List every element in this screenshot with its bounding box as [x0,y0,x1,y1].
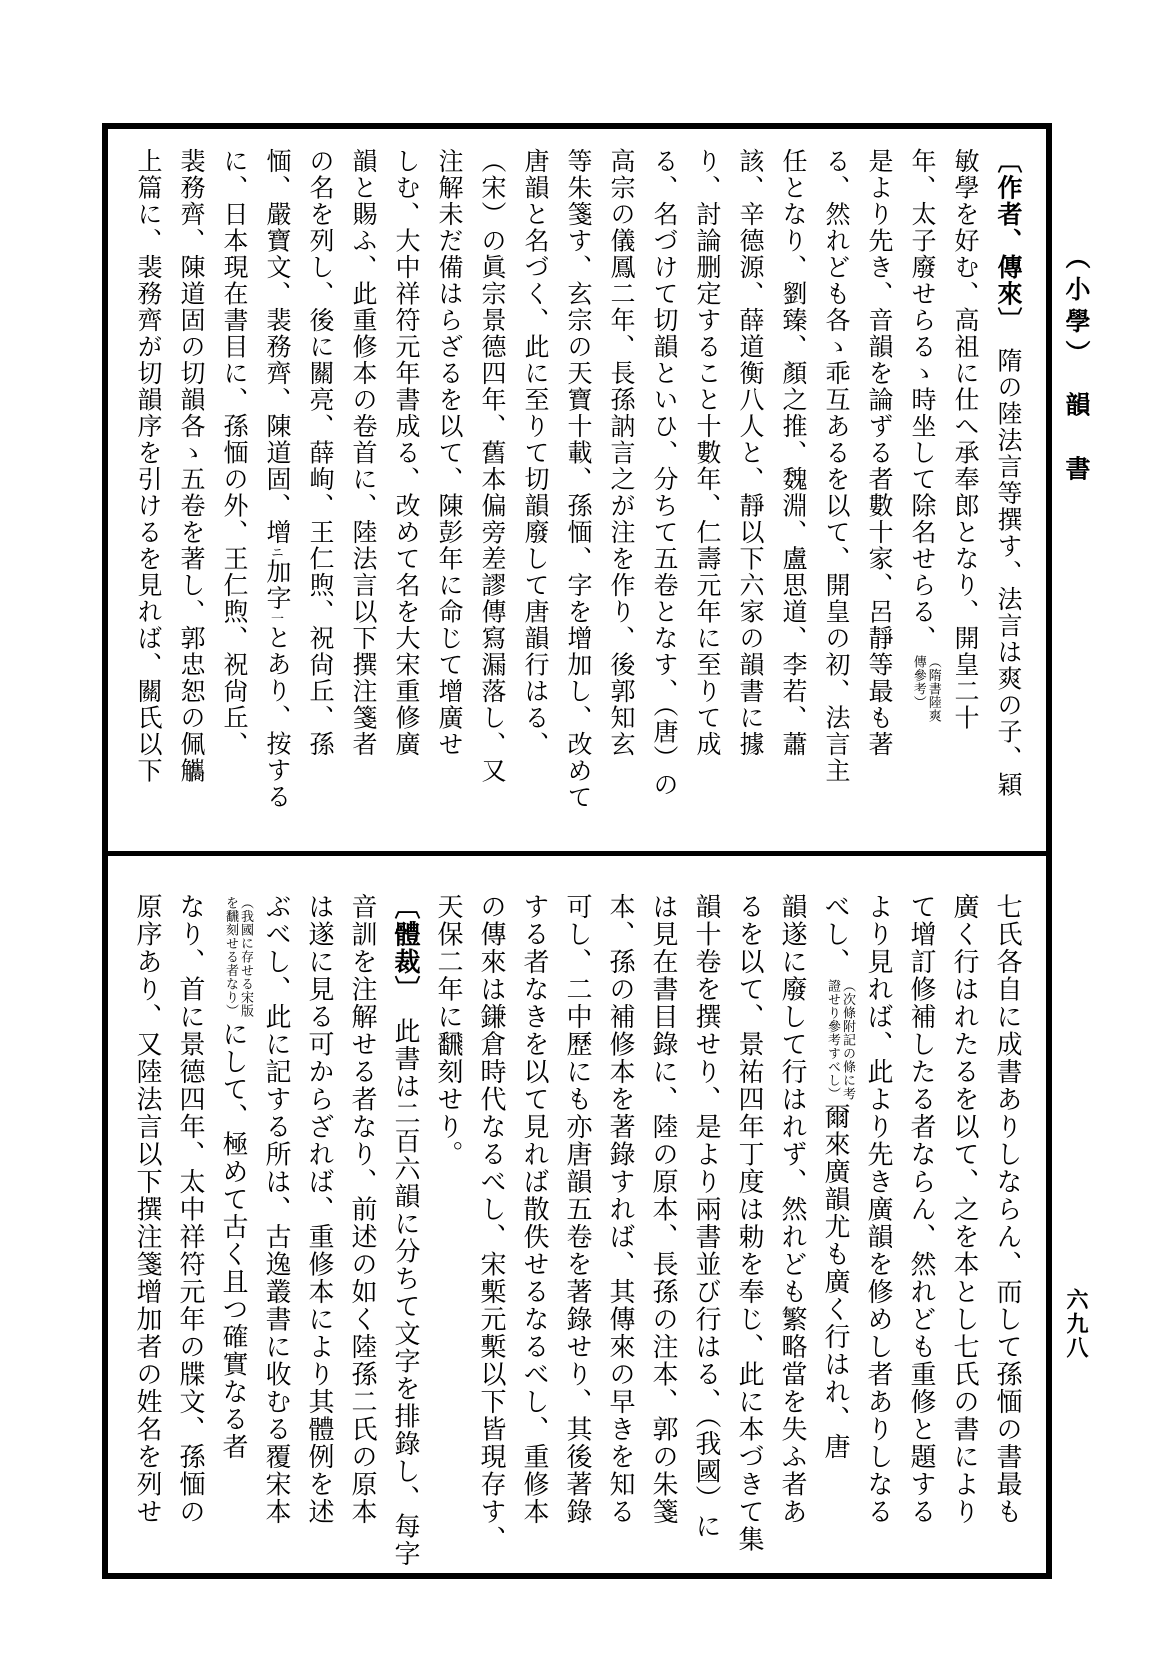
text-column: 原序あり、又陸法言以下撰注箋增加者の姓名を列せ [133,893,162,1526]
inline-annotation: （隋書陸爽 傳參考） [911,654,942,722]
text-column: は見在書目錄に、陸の原本、長孫の注本、郭の朱箋 [649,893,678,1526]
text-column: て增訂修補したる者ならん、然れども重修と題する [907,893,936,1526]
text-column: の傳來は鎌倉時代なるべし、宋槧元槧以下皆現存す、 [477,893,506,1553]
inline-annotation: （我國に存せる宋版 を飜刻せる者なり） [223,896,254,1018]
text-column: ぶべし、此に記する所は、古逸叢書に收むる覆宋本 [262,893,291,1526]
section-divider [108,851,1046,856]
text-column: 注解未だ備はらざるを以て、陳彭年に命じて增廣せ [435,148,462,758]
kanbun-mark: 一 [269,611,284,625]
text-column: る、名づけて切韻といひ、分ちて五卷となす、（唐）の [650,148,677,798]
text-column: 〔體裁〕 此書は二百六韻に分ちて文字を排錄し、每字 [391,893,420,1568]
text-column: 年、太子廢せらるゝ時坐して除名せらる、 （隋書陸爽 傳參考） [908,148,942,722]
text-column: 韻と賜ふ、此重修本の卷首に、陸法言以下撰注箋者 [349,148,376,758]
text-column: 韻遂に廢して行はれず、然れども繁略當を失ふ者あ [778,893,807,1526]
section-authorship-transmission [124,148,1029,814]
text-column: るを以て、景祐四年丁度は勅を奉じ、此に本づきて集 [735,893,764,1553]
text-column: 敏學を好む、高祖に仕へ承奉郎となり、開皇二十 [951,148,978,731]
text-column: の名を列し、後に關亮、薛峋、王仁煦、祝尙丘、孫 [306,148,333,758]
text-column: は遂に見る可からざれば、重修本により其體例を述 [305,893,334,1526]
text-column: 上篇に、裴務齊が切韻序を引けるを見れば、關氏以下 [134,148,161,784]
section-heading: 〔作者、傳來〕 [994,148,1021,321]
section-format [124,893,1029,1568]
text-column: べし、 （次條附記の條に考 證せり參考すべし） 爾來廣韻尤も廣く行はれ、唐 [821,893,856,1461]
page-number: 六九八 [1064,1288,1089,1360]
text-column: （我國に存せる宋版 を飜刻せる者なり） にして、極めて古く且つ確實なる者 [219,896,254,1461]
text-column: 可し、二中歷にも亦唐韻五卷を著錄せり、其後著錄 [563,893,592,1526]
text-column: 該、辛德源、薛道衡八人と、靜以下六家の韻書に據 [736,148,763,758]
inline-annotation: （次條附記の條に考 證せり參考すべし） [825,978,856,1100]
running-head: （小學） 韻 書 [1062,244,1089,488]
text-column: なり、首に景德四年、太中祥符元年の牒文、孫愐の [176,893,205,1526]
text-column: する者なきを以て見れば散佚せるなるべし、重修本 [520,893,549,1526]
text-column: 愐、嚴寶文、裴務齊、陳道固、增ニ加字一とあり、按する [263,148,290,810]
text-column: （宋）の眞宗景德四年、舊本偏旁差謬傳寫漏落し、又 [478,148,505,784]
text-column: 等朱箋す、玄宗の天寶十載、孫愐、字を增加し、改めて [564,148,591,811]
text-column: しむ、大中祥符元年書成る、改めて名を大宋重修廣 [392,148,419,758]
text-column: る、然れども各ゝ乖互あるを以て、開皇の初、法言主 [822,148,849,784]
text-column: 七氏各自に成書ありしならん、而して孫愐の書最も [993,893,1022,1526]
text-column: り、討論删定すること十數年、仁壽元年に至りて成 [693,148,720,758]
text-column: 唐韻と名づく、此に至りて切韻廢して唐韻行はる、 [521,148,548,758]
text-column: 任となり、劉臻、顏之推、魏淵、盧思道、李若、蕭 [779,148,806,758]
text-column: 韻十卷を撰せり、是より兩書並び行はる、（我國）に [692,893,721,1540]
text-column: 〔作者、傳來〕 隋の陸法言等撰す、法言は爽の子、穎 [994,148,1021,798]
text-column: より見れば、此より先き廣韻を修めし者ありしなる [864,893,893,1526]
section-heading: 〔體裁〕 [391,893,420,990]
text-column: 本、孫の補修本を著錄すれば、其傳來の早きを知る [606,893,635,1526]
text-column: 天保二年に飜刻せり。 [434,893,463,1168]
text-column: 廣く行はれたるを以て、之を本とし七氏の書により [950,893,979,1526]
text-column: 是より先き、音韻を論ずる者數十家、呂靜等最も著 [865,148,892,758]
text-column: 裴務齊、陳道固の切韻各ゝ五卷を著し、郭忠恕の佩觿 [177,148,204,784]
kanbun-mark: ニ [269,545,284,559]
text-column: 音訓を注解せる者なり、前述の如く陸孫二氏の原本 [348,893,377,1526]
text-column: 高宗の儀鳳二年、長孫訥言之が注を作り、後郭知玄 [607,148,634,758]
text-column: に、日本現在書目に、孫愐の外、王仁煦、祝尙丘、 [220,148,247,758]
